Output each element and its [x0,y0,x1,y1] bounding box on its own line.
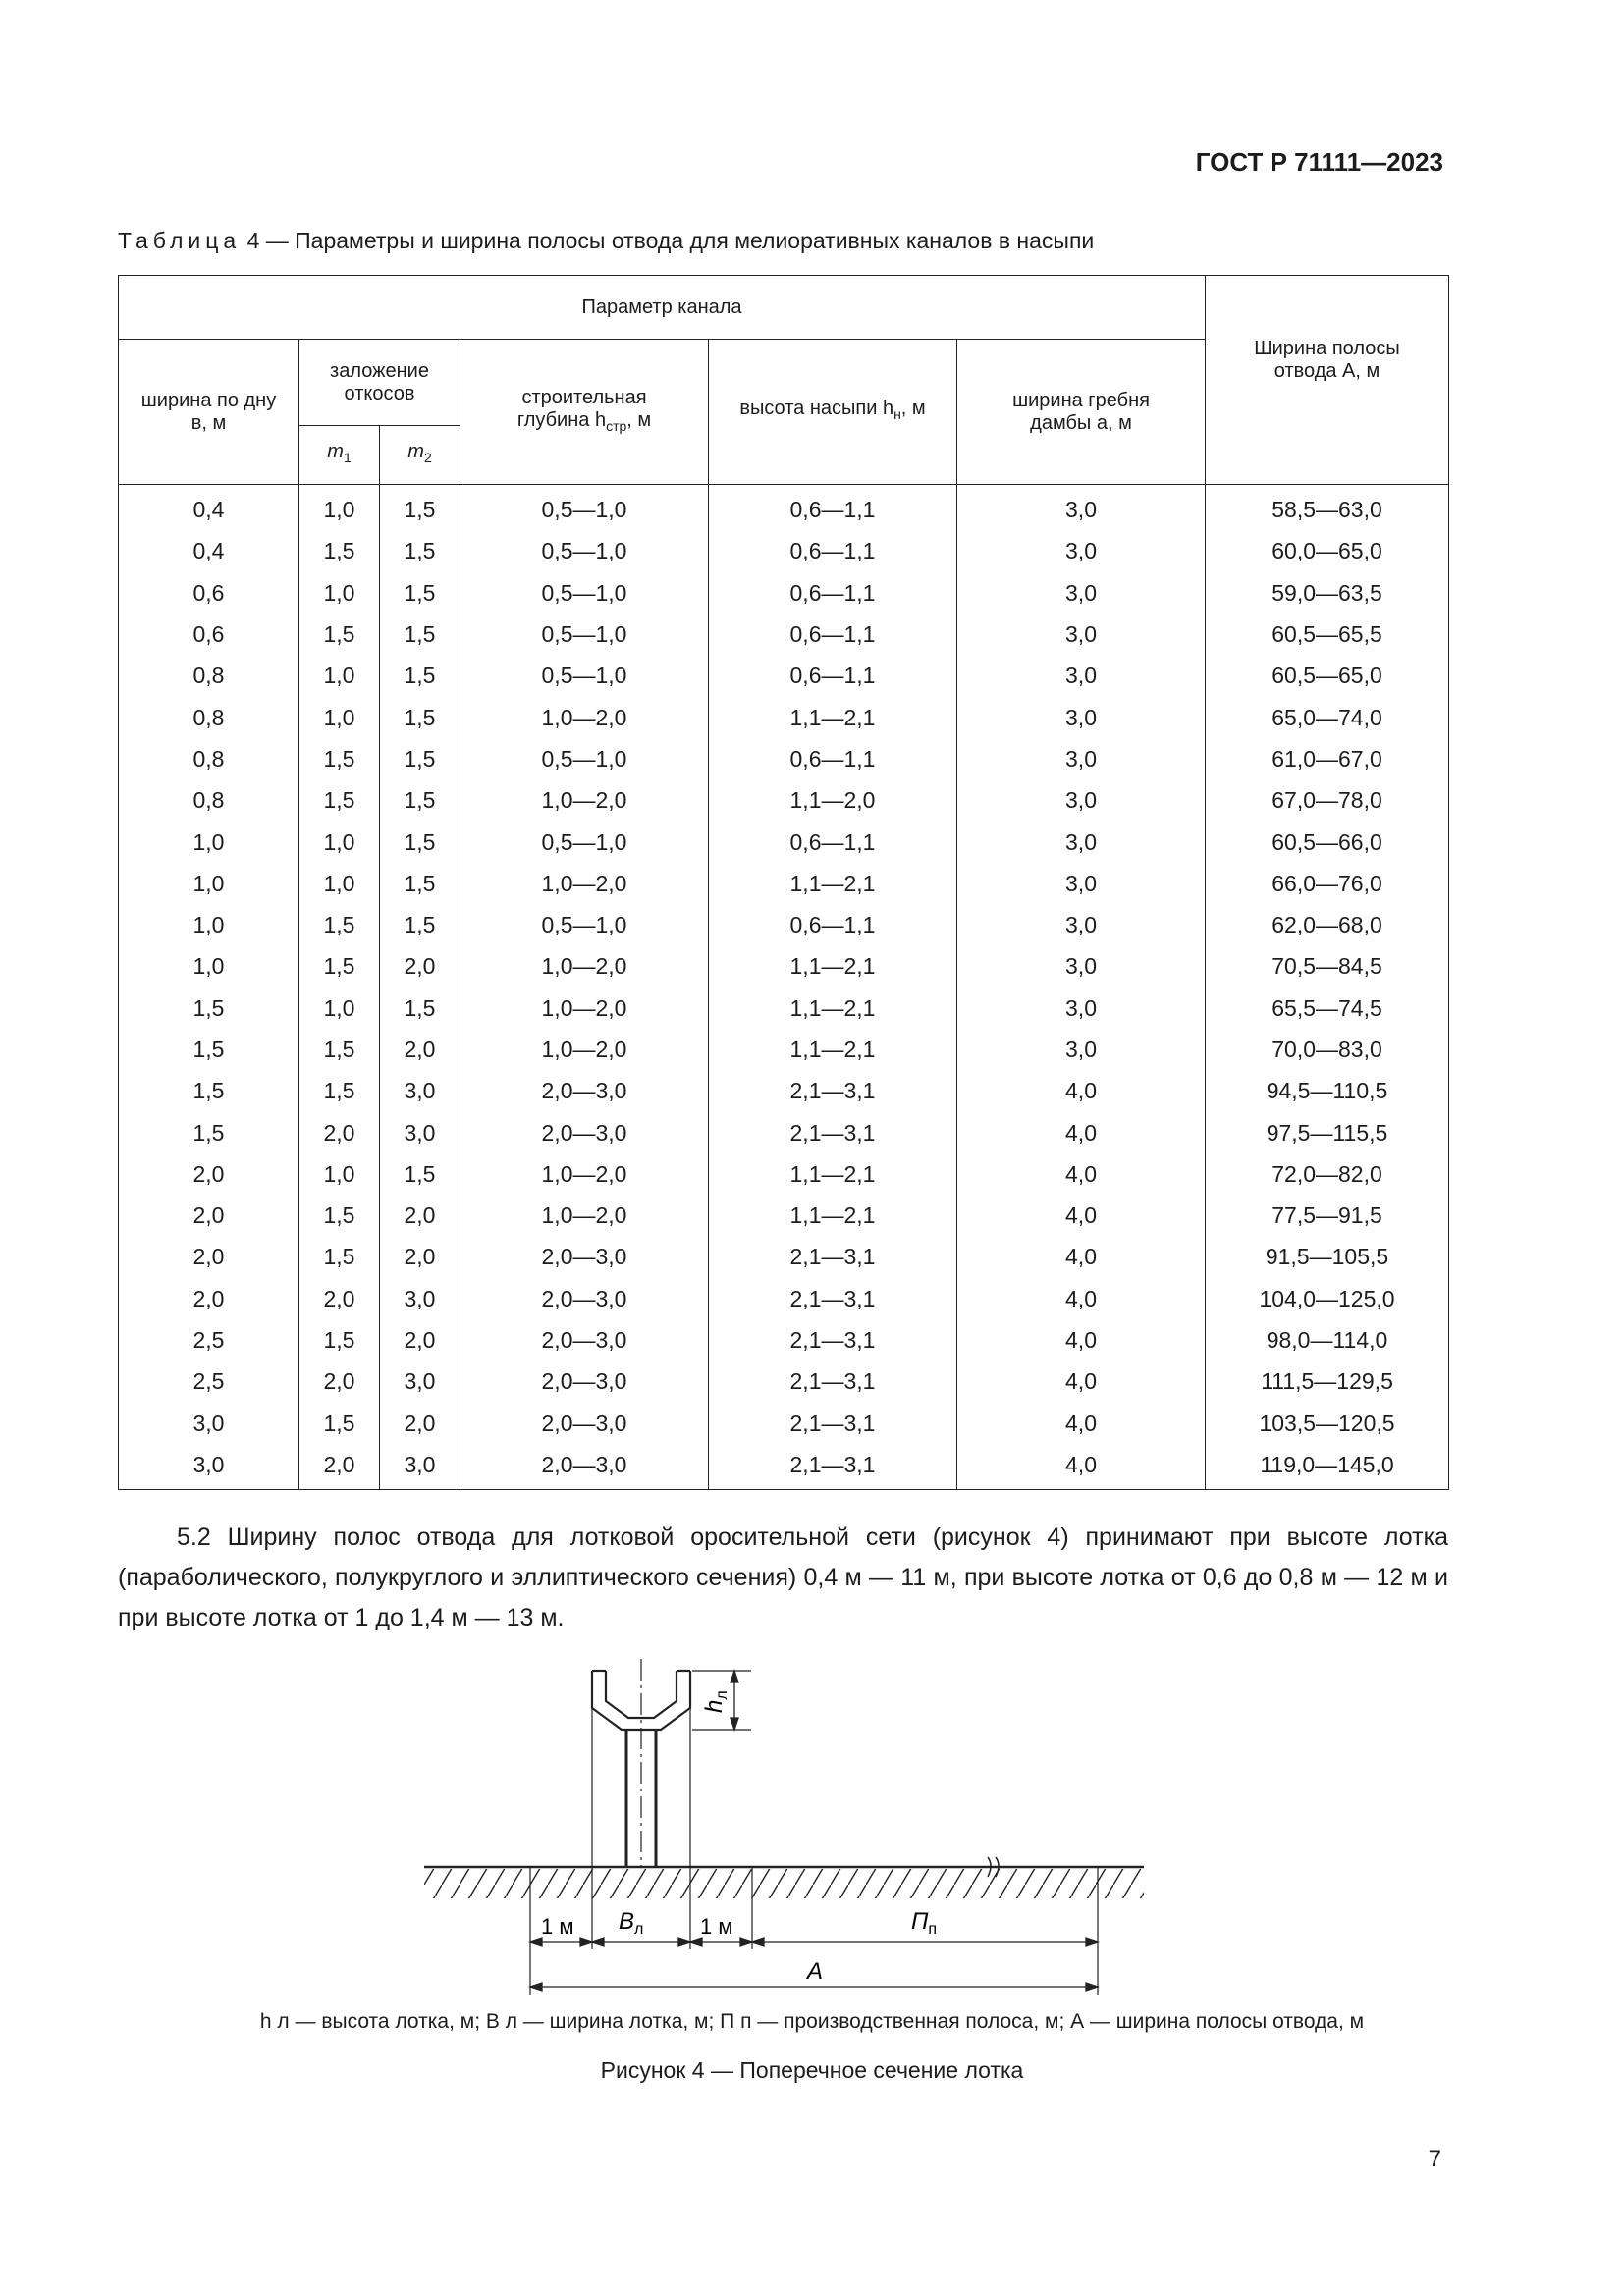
table-cell: 62,0—68,0 [1206,904,1449,945]
table-cell: 4,0 [957,1403,1206,1444]
table-cell: 94,5—110,5 [1206,1070,1449,1111]
table-cell: 60,5—65,0 [1206,655,1449,696]
table-cell: 1,5 [380,696,460,737]
table-cell: 1,5 [299,1236,380,1277]
table-cell: 1,1—2,1 [709,863,957,904]
table-cell: 2,0—3,0 [460,1278,709,1319]
table-cell: 4,0 [957,1070,1206,1111]
table-cell: 0,8 [119,655,299,696]
table-cell: 2,1—3,1 [709,1319,957,1361]
table-cell: 1,0—2,0 [460,1195,709,1236]
table-cell: 1,5 [380,738,460,779]
table-cell: 3,0 [957,863,1206,904]
table-cell: 2,0—3,0 [460,1403,709,1444]
table-cell: 1,0 [119,863,299,904]
table-cell: 3,0 [380,1361,460,1402]
table-cell: 1,0 [299,863,380,904]
table-cell: 65,5—74,5 [1206,988,1449,1029]
table-cell: 1,5 [299,1195,380,1236]
table-cell: 1,0—2,0 [460,945,709,987]
table-cell: 2,0—3,0 [460,1070,709,1111]
table-cell: 1,0 [119,945,299,987]
table-cell: 1,5 [299,614,380,655]
table-cell: 1,1—2,1 [709,1029,957,1070]
table-cell: 2,0 [380,1319,460,1361]
table-cell: 2,0 [299,1444,380,1490]
table-cell: 2,0 [299,1278,380,1319]
table-cell: 1,5 [119,1029,299,1070]
table-cell: 2,0 [119,1278,299,1319]
table-cell: 3,0 [957,1029,1206,1070]
table-cell: 1,0—2,0 [460,696,709,737]
table-cell: 72,0—82,0 [1206,1153,1449,1195]
table-cell: 1,5 [299,1070,380,1111]
table-cell: 1,5 [299,1319,380,1361]
table-cell: 1,5 [380,821,460,862]
dim-1m-left: 1 м [541,1914,574,1939]
table-cell: 61,0—67,0 [1206,738,1449,779]
table-cell: 0,6—1,1 [709,821,957,862]
table-cell: 0,5—1,0 [460,530,709,571]
col-header-depth: строительная глубина $h_{стр}$, м [460,340,709,485]
table-cell: 1,5 [299,738,380,779]
page-number: 7 [1428,2146,1441,2172]
table-cell: 59,0—63,5 [1206,572,1449,614]
table-caption-label: Таблица [118,228,242,253]
table-cell: 1,5 [380,988,460,1029]
table-cell: 1,1—2,1 [709,988,957,1029]
col-header-bottom-width: ширина по дну в, м [119,340,299,485]
table-cell: 4,0 [957,1319,1206,1361]
table-cell: 67,0—78,0 [1206,779,1449,821]
table-cell: 1,1—2,1 [709,945,957,987]
table-cell: 2,0—3,0 [460,1319,709,1361]
table-cell: 77,5—91,5 [1206,1195,1449,1236]
group-header: Параметр канала [119,276,1206,340]
table-cell: 0,4 [119,530,299,571]
table-cell: 2,0 [380,1403,460,1444]
col-header-slopes: заложение откосов [299,340,460,426]
table-cell: 2,0 [380,1195,460,1236]
extension-lines [530,1708,1098,1995]
table-cell: 1,5 [380,530,460,571]
dim-B-label: $В_л$ [619,1908,644,1938]
table-cell: 1,5 [299,779,380,821]
table-cell: 0,5—1,0 [460,738,709,779]
table-cell: 1,0 [119,904,299,945]
col-header-embankment: высота насыпи $h_н$, м [709,340,957,485]
table-cell: 2,0—3,0 [460,1236,709,1277]
table-cell: 1,5 [380,904,460,945]
table-cell: 1,1—2,0 [709,779,957,821]
table-cell: 97,5—115,5 [1206,1111,1449,1152]
table-cell: 0,8 [119,696,299,737]
table-cell: 0,4 [119,485,299,531]
table-cell: 0,6—1,1 [709,655,957,696]
table-cell: 2,1—3,1 [709,1403,957,1444]
table-cell: 2,1—3,1 [709,1236,957,1277]
table-cell: 3,0 [957,614,1206,655]
table-cell: 0,6 [119,614,299,655]
table-cell: 2,1—3,1 [709,1361,957,1402]
table-caption-text: 4 — Параметры и ширина полосы отвода для мелиоративных каналов в насыпи [246,228,1095,253]
table-cell: 65,0—74,0 [1206,696,1449,737]
table-cell: 2,5 [119,1361,299,1402]
table-cell: 1,0—2,0 [460,863,709,904]
table-cell: 2,0—3,0 [460,1444,709,1490]
dim-P-label: $П_п$ [911,1908,938,1938]
table-cell: 1,0—2,0 [460,988,709,1029]
table-cell: 1,5 [299,1403,380,1444]
table-cell: 1,5 [380,863,460,904]
table-cell: 1,5 [380,655,460,696]
table-cell: 0,6—1,1 [709,485,957,531]
table-cell: 3,0 [380,1278,460,1319]
table-cell: 0,5—1,0 [460,485,709,531]
table-cell: 2,0—3,0 [460,1111,709,1152]
table-cell: 2,0 [119,1153,299,1195]
table-cell: 111,5—129,5 [1206,1361,1449,1402]
table-cell: 3,0 [119,1403,299,1444]
table-cell: 1,5 [380,485,460,531]
table-cell: 3,0 [957,945,1206,987]
table-cell: 3,0 [119,1444,299,1490]
ground-hatching [424,1869,1144,1898]
table-cell: 3,0 [957,779,1206,821]
table-cell: 2,0 [299,1361,380,1402]
table-cell: 1,5 [380,572,460,614]
table-cell: 1,0 [299,655,380,696]
table-cell: 3,0 [380,1111,460,1152]
table-cell: 1,5 [299,530,380,571]
table-cell: 1,5 [380,1153,460,1195]
dim-1m-right: 1 м [700,1914,733,1939]
table-cell: 2,1—3,1 [709,1111,957,1152]
table-cell: 66,0—76,0 [1206,863,1449,904]
table-cell: 104,0—125,0 [1206,1278,1449,1319]
table-cell: 1,5 [380,614,460,655]
table-cell: 0,5—1,0 [460,614,709,655]
table-cell: 1,0—2,0 [460,1153,709,1195]
table-cell: 1,0 [299,572,380,614]
table-cell: 1,1—2,1 [709,696,957,737]
table-cell: 4,0 [957,1278,1206,1319]
table-cell: 1,5 [119,988,299,1029]
table-cell: 0,8 [119,779,299,821]
table-cell: 0,8 [119,738,299,779]
table-cell: 1,5 [299,1029,380,1070]
table-cell: 3,0 [957,485,1206,531]
table-cell: 4,0 [957,1444,1206,1490]
tray-drawing [592,1659,690,1867]
table-cell: 4,0 [957,1153,1206,1195]
table-cell: 0,6—1,1 [709,738,957,779]
table-cell: 60,5—66,0 [1206,821,1449,862]
table-cell: 70,0—83,0 [1206,1029,1449,1070]
table-cell: 0,5—1,0 [460,655,709,696]
table-cell: 3,0 [957,738,1206,779]
col-header-result: Ширина полосы отвода A, м [1206,276,1449,485]
table-cell: 1,0 [299,696,380,737]
dimension-row-1 [530,1938,1098,1946]
dim-A-label: А [807,1958,824,1985]
table-cell: 1,1—2,1 [709,1153,957,1195]
table-cell: 1,0 [299,988,380,1029]
table-cell: 0,5—1,0 [460,904,709,945]
table-cell: 0,6—1,1 [709,904,957,945]
table-cell: 4,0 [957,1361,1206,1402]
table-cell: 1,0—2,0 [460,1029,709,1070]
col-header-crest: ширина гребня дамбы a, м [957,340,1206,485]
table-cell: 1,0—2,0 [460,779,709,821]
table-cell: 3,0 [957,655,1206,696]
table-cell: 2,1—3,1 [709,1444,957,1490]
table-cell: 4,0 [957,1195,1206,1236]
table-cell: 3,0 [957,572,1206,614]
table-cell: 4,0 [957,1236,1206,1277]
table-cell: 2,0 [299,1111,380,1152]
table-cell: 70,5—84,5 [1206,945,1449,987]
table-cell: 1,0 [299,1153,380,1195]
document-standard-number: ГОСТ Р 71111—2023 [1195,147,1443,177]
table-cell: 58,5—63,0 [1206,485,1449,531]
table-cell: 4,0 [957,1111,1206,1152]
table-cell: 2,0—3,0 [460,1361,709,1402]
table-cell: 1,0 [119,821,299,862]
table-cell: 1,5 [299,945,380,987]
table-cell: 3,0 [957,696,1206,737]
table-cell: 1,5 [299,904,380,945]
table-cell: 1,0 [299,485,380,531]
figure-legend: h л — высота лотка, м; В л — ширина лотка, м; П п — производственная полоса, м; А — ширина полосы отвода, м [259,2010,1365,2033]
table-cell: 2,0 [380,1236,460,1277]
table-cell: 1,5 [380,779,460,821]
table-cell: 2,5 [119,1319,299,1361]
figure-title: Рисунок 4 — Поперечное сечение лотка [600,2057,1024,2083]
table-cell: 2,0 [380,1029,460,1070]
table-cell: 0,5—1,0 [460,572,709,614]
table-cell: 119,0—145,0 [1206,1444,1449,1490]
table-cell: 3,0 [957,988,1206,1029]
table-cell: 2,1—3,1 [709,1070,957,1111]
table-cell: 2,0 [119,1236,299,1277]
table-cell: 3,0 [380,1070,460,1111]
col-header-m1: $m_1$ [299,426,380,485]
table-cell: 3,0 [957,821,1206,862]
table-cell: 0,6—1,1 [709,530,957,571]
table-cell: 0,6—1,1 [709,614,957,655]
table-cell: 1,5 [119,1111,299,1152]
tray-height-label: $h_л$ [701,1690,731,1713]
table-cell: 3,0 [957,904,1206,945]
table-cell: 3,0 [380,1444,460,1490]
table-cell: 1,1—2,1 [709,1195,957,1236]
table-cell: 0,6—1,1 [709,572,957,614]
table-cell: 60,0—65,0 [1206,530,1449,571]
table-cell: 2,0 [380,945,460,987]
col-header-m2: $m_2$ [380,426,460,485]
table-cell: 3,0 [957,530,1206,571]
table-cell: 98,0—114,0 [1206,1319,1449,1361]
table-cell: 1,5 [119,1070,299,1111]
table-cell: 0,6 [119,572,299,614]
table-cell: 1,0 [299,821,380,862]
table-cell: 2,1—3,1 [709,1278,957,1319]
section-5-2-paragraph: 5.2 Ширину полос отвода для лотковой оросительной сети (рисунок 4) принимают при высоте лотка (параболического, полукруглого и эллиптического сечения) 0,4 м — 11 м, при высоте лотка от 0,6 до 0,8 м — 12 м и при высоте лотка от 1 до 1,4 м — 13 м. [118,1523,1448,1631]
table-cell: 91,5—105,5 [1206,1236,1449,1277]
table-cell: 0,5—1,0 [460,821,709,862]
table-cell: 2,0 [119,1195,299,1236]
table-cell: 60,5—65,5 [1206,614,1449,655]
table-cell: 103,5—120,5 [1206,1403,1449,1444]
